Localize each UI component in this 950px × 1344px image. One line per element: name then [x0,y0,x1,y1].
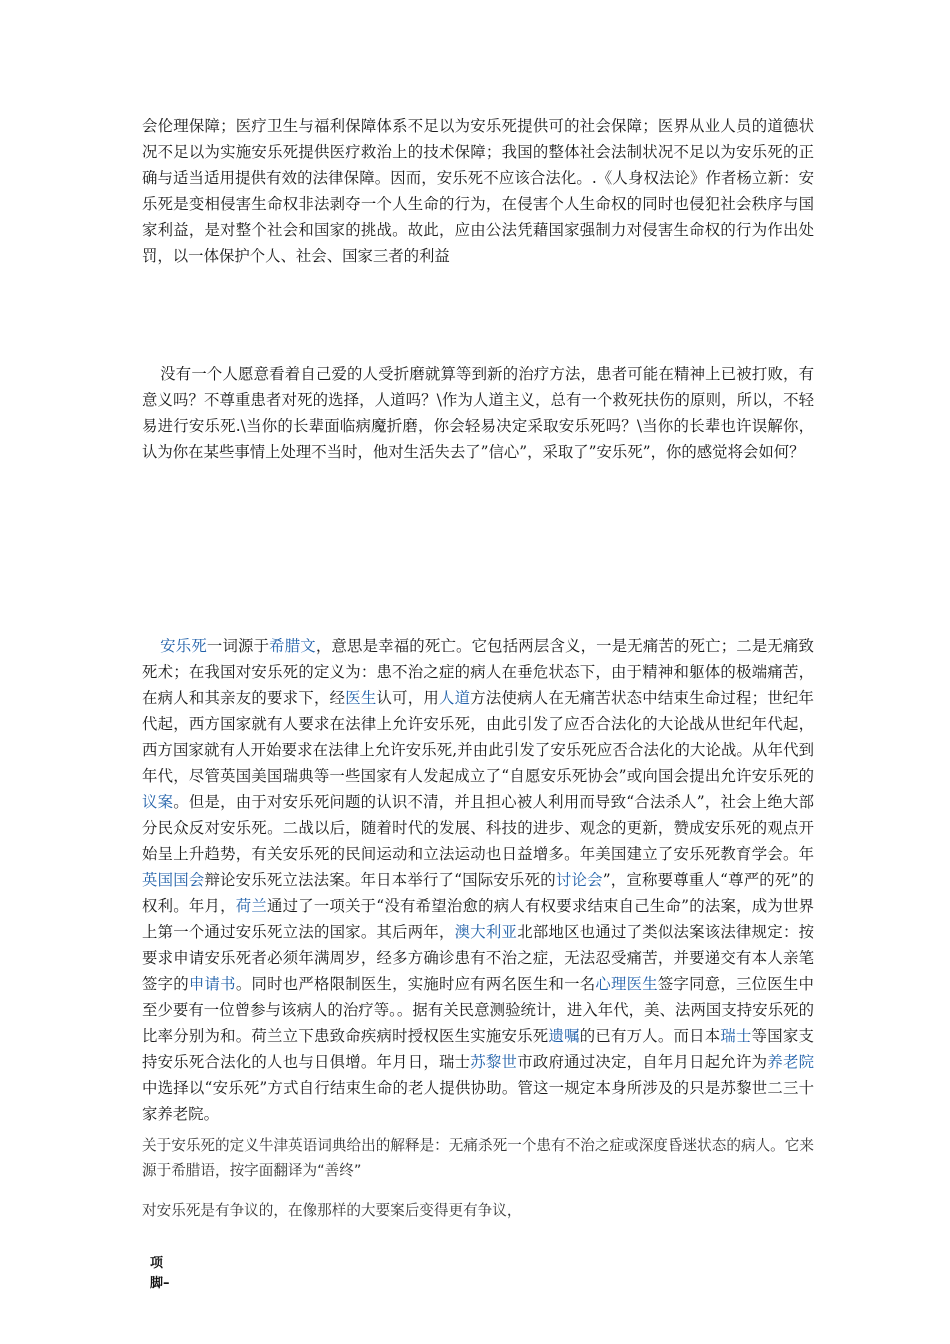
paragraph-controversy: 对安乐死是有争议的，在像那样的大要案后变得更有争议， [142,1202,522,1219]
hyperlink[interactable]: 讨论会 [555,871,603,889]
hyperlink[interactable]: 申请书 [188,975,236,993]
paragraph-euthanasia-history [142,633,814,1127]
text-segment: 。同时也严格限制医生，实施时应有两名医生和一名 [235,975,596,993]
text-segment: 市政府通过决定，自年月日起允许为 [517,1053,768,1071]
hyperlink[interactable]: 养老院 [767,1053,814,1071]
hyperlink[interactable]: 心理医生 [595,975,658,993]
text-segment: ”，宣称要尊重人“尊严的死”的权利。年月， [142,871,814,915]
hyperlink[interactable]: 荷兰 [235,897,267,915]
text-segment: 等国家支持安乐死合法化的人也与日俱增。年月日，瑞士 [142,1027,814,1071]
text-segment: 。但是，由于对安乐死问题的认识不清，并且担心被人利用而导致“合法杀人”，社会上绝大部分民众反对安乐死。二战以后，随着时代的发展、科技的进步、观念的更新，赞成安乐死的观点开始呈上升趋势，有关安乐死的民间运动和立法运动也日益增多。年美国建立了安乐死教育学会。年 [142,793,814,863]
text-segment: 签字同意，三位医生中至少要有一位曾参与该病人的治疗等。。据有关民意测验统计，进入年代，美、法两国支持安乐死的比率分别为和。荷兰立下患致命疾病时授权医生实施安乐死 [142,975,814,1045]
hyperlink[interactable]: 希腊文 [269,637,316,655]
hyperlink[interactable]: 人道 [439,689,471,707]
paragraph-text: 没有一个人愿意看着自己爱的人受折磨就算等到新的治疗方法，患者可能在精神上已被打败，有意义吗？不尊重患者对死的选择，人道吗？\作为人道主义，总有一个救死扶伤的原则，所以，不轻易进行安乐死.\当你的长辈面临病魔折磨，你会轻易决定采取安乐死吗？\当你的长辈也许误解你，认为你在某些事情上处理不当时，他对生活失去了”信心”，采取了”安乐死”，你的感觉将会如何？ [142,365,814,461]
hyperlink[interactable]: 瑞士 [720,1027,752,1045]
page-footer [150,1254,170,1294]
hyperlink[interactable]: 遗嘱 [548,1027,580,1045]
text-segment: 一词源于 [206,637,270,655]
text-segment: 北部地区也通过了类似法案该法律规定：按要求申请安乐死者必须年满周岁，经多方确诊患有不治之症，无法忍受痛苦，并要递交有本人亲笔签字的 [142,923,814,993]
text-segment: 中选择以“安乐死”方式自行结束生命的老人提供协助。管这一规定本身所涉及的只是苏黎世二三十家养老院。 [142,1079,814,1123]
paragraph-oxford-definition: 关于安乐死的定义牛津英语词典给出的解释是：无痛杀死一个患有不治之症或深度昏迷状态的病人。它来源于希腊语，按字面翻译为“善终” [142,1137,814,1179]
hyperlink[interactable]: 英国国会 [142,871,205,889]
footer-line-2: 脚– [150,1276,170,1291]
text-segment: 辩论安乐死立法法案。年日本举行了“国际安乐死的 [204,871,556,889]
hyperlink[interactable]: 澳大利亚 [454,923,518,941]
footer-line-1: 项 [150,1256,164,1271]
hyperlink[interactable]: 医生 [345,689,377,707]
hyperlink[interactable]: 苏黎世 [470,1053,518,1071]
paragraph-opposition-arguments: 会伦理保障；医疗卫生与福利保障体系不足以为安乐死提供可的社会保障；医界从业人员的道德状况不足以为实施安乐死提供医疗救治上的技术保障；我国的整体社会法制状况不足以为安乐死的正确与适当适用提供有效的法律保障。因而，安乐死不应该合法化。.《人身权法论》作者杨立新：安乐死是变相侵害生命权非法剥夺一个人生命的行为，在侵害个人生命权的同时也侵犯社会秩序与国家利益，是对整个社会和国家的挑战。故此，应由公法凭藉国家强制力对侵害生命权的行为作出处罚，以一体保护个人、社会、国家三者的利益 [142,117,814,265]
text-segment: 的已有万人。而日本 [579,1027,721,1045]
text-segment: ，意思是幸福的死亡。它包括两层含义，一是无痛苦的死亡；二是无痛致死术；在我国对安乐死的定义为：患不治之症的病人在垂危状态下，由于精神和躯体的极端痛苦，在病人和其亲友的要求下，经 [142,637,814,707]
text-segment: 方法使病人在无痛苦状态中结束生命过程；世纪年代起，西方国家就有人要求在法律上允许安乐死，由此引发了应否合法化的大论战从世纪年代起，西方国家就有人开始要求在法律上允许安乐死,并由此引发了安乐死应否合法化的大论战。从年代到年代，尽管英国美国瑞典等一些国家有人发起成立了“自愿安乐死协会”或向国会提出允许安乐死的 [142,689,814,785]
hyperlink[interactable]: 安乐死 [160,637,207,655]
paragraph-humanitarian-questions [142,361,814,465]
text-segment: 认可，用 [376,689,440,707]
text-segment: 通过了一项关于“没有希望治愈的病人有权要求结束自己生命”的法案，成为世界上第一个通过安乐死立法的国家。其后两年， [142,897,814,941]
hyperlink[interactable]: 议案 [142,793,174,811]
